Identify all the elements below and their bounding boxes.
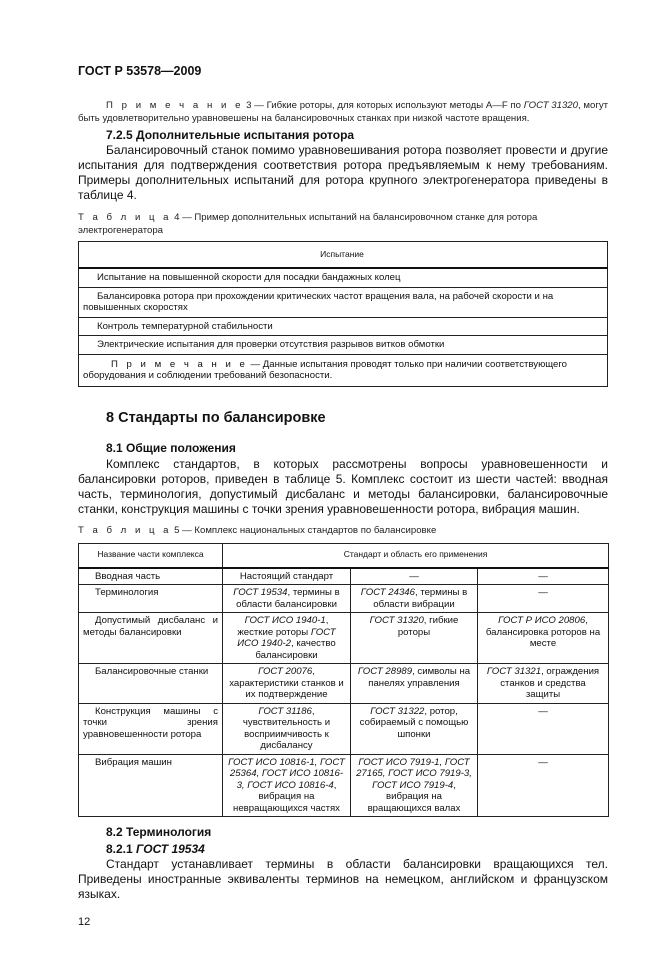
- standard-cell: [478, 664, 609, 704]
- cell-text: , вибрация на невращающихся частях: [233, 779, 340, 814]
- table-row: Балансировка ротора при прохождении критических частот вращения вала, на рабочей скорости и на повышенных скоростях: [79, 287, 608, 317]
- cell-text: —: [538, 756, 548, 768]
- note-3: [78, 99, 608, 125]
- standard-ref: ГОСТ 31186: [258, 705, 312, 717]
- page-number: 12: [78, 916, 91, 928]
- cell-text: , символы на панелях управления: [368, 666, 471, 689]
- table-row: [79, 585, 609, 613]
- table-row: [79, 664, 609, 704]
- standard-cell: [223, 703, 351, 754]
- standard-cell: [351, 613, 478, 664]
- part-name: Терминология: [79, 585, 223, 613]
- column-header: Стандарт и область его применения: [223, 543, 609, 568]
- table-row: [79, 613, 609, 664]
- note-text: — Данные испытания проводят только при наличии соответствующего оборудования и соблюдении требований безопасности.: [83, 358, 568, 381]
- cell-text: —: [409, 570, 419, 582]
- note-text: 3 — Гибкие роторы, для которых используют методы A—F по: [243, 100, 524, 111]
- part-name: Допустимый дисбаланс и методы балансировки: [79, 613, 223, 664]
- table-row: [79, 568, 609, 585]
- cell-text: , характеристики станков и их подтверждение: [229, 666, 344, 700]
- table-label: Т а б л и ц а: [78, 524, 172, 536]
- table-header: Испытание: [79, 242, 608, 269]
- standard-cell: [351, 585, 478, 613]
- standard-ref: ГОСТ 20076: [258, 666, 313, 677]
- cell-text: , вибрация на вращающихся валах: [367, 779, 461, 814]
- table-row: Испытание на повышенной скорости для посадки бандажных колец: [79, 268, 608, 287]
- standard-ref: ГОСТ 31321: [486, 666, 542, 677]
- section-7-2-5-text: Балансировочный станок помимо уравновешивания ротора позволяет провести и другие испытания для подтверждения соответствия ротора предъявляемым к нему требованиям. Примеры дополнительных испытаний для ротора крупного электрогенератора приведены в таблице 4.: [78, 143, 608, 202]
- section-8-1-text: Комплекс стандартов, в которых рассмотрены вопросы уравновешенности и балансировки роторов, приведен в таблице 5. Комплекс состоит из шести частей: вводная часть, терминология, допустимый дисбаланс и методы балансировки, балансировочные станки, конструкция машины с точки зрения уравновешенности ротора, вибрация машин.: [78, 456, 608, 516]
- table-5: [78, 543, 609, 818]
- table-label: Т а б л и ц а: [78, 212, 172, 223]
- part-name: Вводная часть: [79, 568, 223, 585]
- table-4-caption: [78, 211, 618, 237]
- standard-cell: [478, 703, 609, 754]
- note-text: , могут быть удовлетворительно уравновешены на балансировочных станках при низкой частоте вращения.: [78, 100, 609, 124]
- standard-ref: ГОСТ 28989: [357, 666, 413, 677]
- standard-cell: [478, 613, 609, 664]
- section-8-title: 8 Стандарты по балансировке: [106, 409, 326, 426]
- cell-text: , балансировка роторов на месте: [485, 615, 601, 649]
- section-8-2-1-text: Стандарт устанавливает термины в области балансировки вращающихся тел. Приведены иностранные эквиваленты терминов на немецком, английском и французском языках.: [78, 857, 608, 901]
- standard-cell: [223, 754, 351, 817]
- section-number: 8.2.1: [106, 842, 137, 856]
- table-4: [78, 241, 608, 387]
- standard-cell: [223, 613, 351, 664]
- standard-cell: [351, 703, 478, 754]
- note-label: П р и м е ч а н и е: [106, 100, 244, 111]
- standard-cell: [478, 585, 609, 613]
- cell-text: , гибкие роторы: [397, 615, 459, 638]
- cell-text: —: [538, 587, 548, 598]
- cell-text: , ротор, собираемый с помощью шпонки: [359, 705, 469, 740]
- cell-text: , ограждения станков и средства защиты: [500, 666, 600, 700]
- standard-ref: ГОСТ Р ИСО 20806: [498, 615, 586, 626]
- cell-text: , качество балансировки: [255, 638, 336, 661]
- standard-ref: ГОСТ 19534: [233, 587, 288, 598]
- section-8-2-title: 8.2 Терминология: [106, 825, 212, 839]
- part-name: Вибрация машин: [79, 754, 223, 817]
- cell-text: , термины в области балансировки: [236, 587, 340, 610]
- table-row: Электрические испытания для проверки отсутствия разрывов витков обмотки: [79, 336, 608, 355]
- cell-text: —: [538, 570, 548, 582]
- note-label: П р и м е ч а н и е: [111, 358, 248, 370]
- document-id: ГОСТ Р 53578—2009: [78, 64, 202, 78]
- table-note: [79, 354, 608, 386]
- standard-cell: [223, 585, 351, 613]
- standard-ref: ГОСТ 31322: [370, 705, 425, 717]
- cell-text: , жесткие роторы: [237, 615, 329, 638]
- standard-cell: [223, 568, 351, 585]
- table-5-caption: [78, 524, 608, 537]
- standard-ref: ГОСТ 31320: [369, 615, 424, 626]
- part-name: Балансировочные станки: [79, 664, 223, 704]
- section-8-2-1-title: [78, 842, 636, 857]
- caption-text: 5 — Комплекс национальных стандартов по балансировке: [171, 524, 437, 536]
- standard-ref: ГОСТ ИСО 10816-1, ГОСТ 25364, ГОСТ ИСО 10816-3, ГОСТ ИСО 10816-4: [228, 756, 345, 791]
- section-8-1-title: 8.1 Общие положения: [106, 440, 236, 455]
- standard-cell: [351, 664, 478, 704]
- standard-ref: ГОСТ 19534: [136, 842, 205, 856]
- table-row: [79, 754, 609, 817]
- standard-ref: ГОСТ ИСО 1940-1: [244, 615, 326, 626]
- standard-ref: ГОСТ 24346: [360, 587, 415, 598]
- standard-ref: ГОСТ ИСО 7919-1, ГОСТ 27165, ГОСТ ИСО 7919-3, ГОСТ ИСО 7919-4: [356, 756, 472, 791]
- standard-cell: [478, 568, 609, 585]
- cell-text: , термины в области вибрации: [373, 587, 468, 610]
- standard-ref: ГОСТ 31320: [523, 100, 578, 111]
- standard-cell: [351, 568, 478, 585]
- caption-text: 4 — Пример дополнительных испытаний на балансировочном станке для ротора электрогенератора: [78, 212, 538, 236]
- standard-cell: [478, 754, 609, 817]
- table-row: [79, 703, 609, 754]
- column-header: Название части комплекса: [79, 543, 223, 568]
- standard-cell: [223, 664, 351, 704]
- cell-text: Настоящий стандарт: [239, 570, 334, 582]
- cell-text: , чувствительность и восприимчивость к дисбалансу: [242, 705, 331, 751]
- cell-text: —: [538, 705, 548, 717]
- standard-cell: [351, 754, 478, 817]
- section-7-2-5-title: 7.2.5 Дополнительные испытания ротора: [106, 128, 355, 142]
- standard-ref: ГОСТ ИСО 1940-2: [237, 626, 336, 649]
- part-name: Конструкция машины с точки зрения уравновешенности ротора: [79, 703, 223, 754]
- table-row: Контроль температурной стабильности: [79, 317, 608, 336]
